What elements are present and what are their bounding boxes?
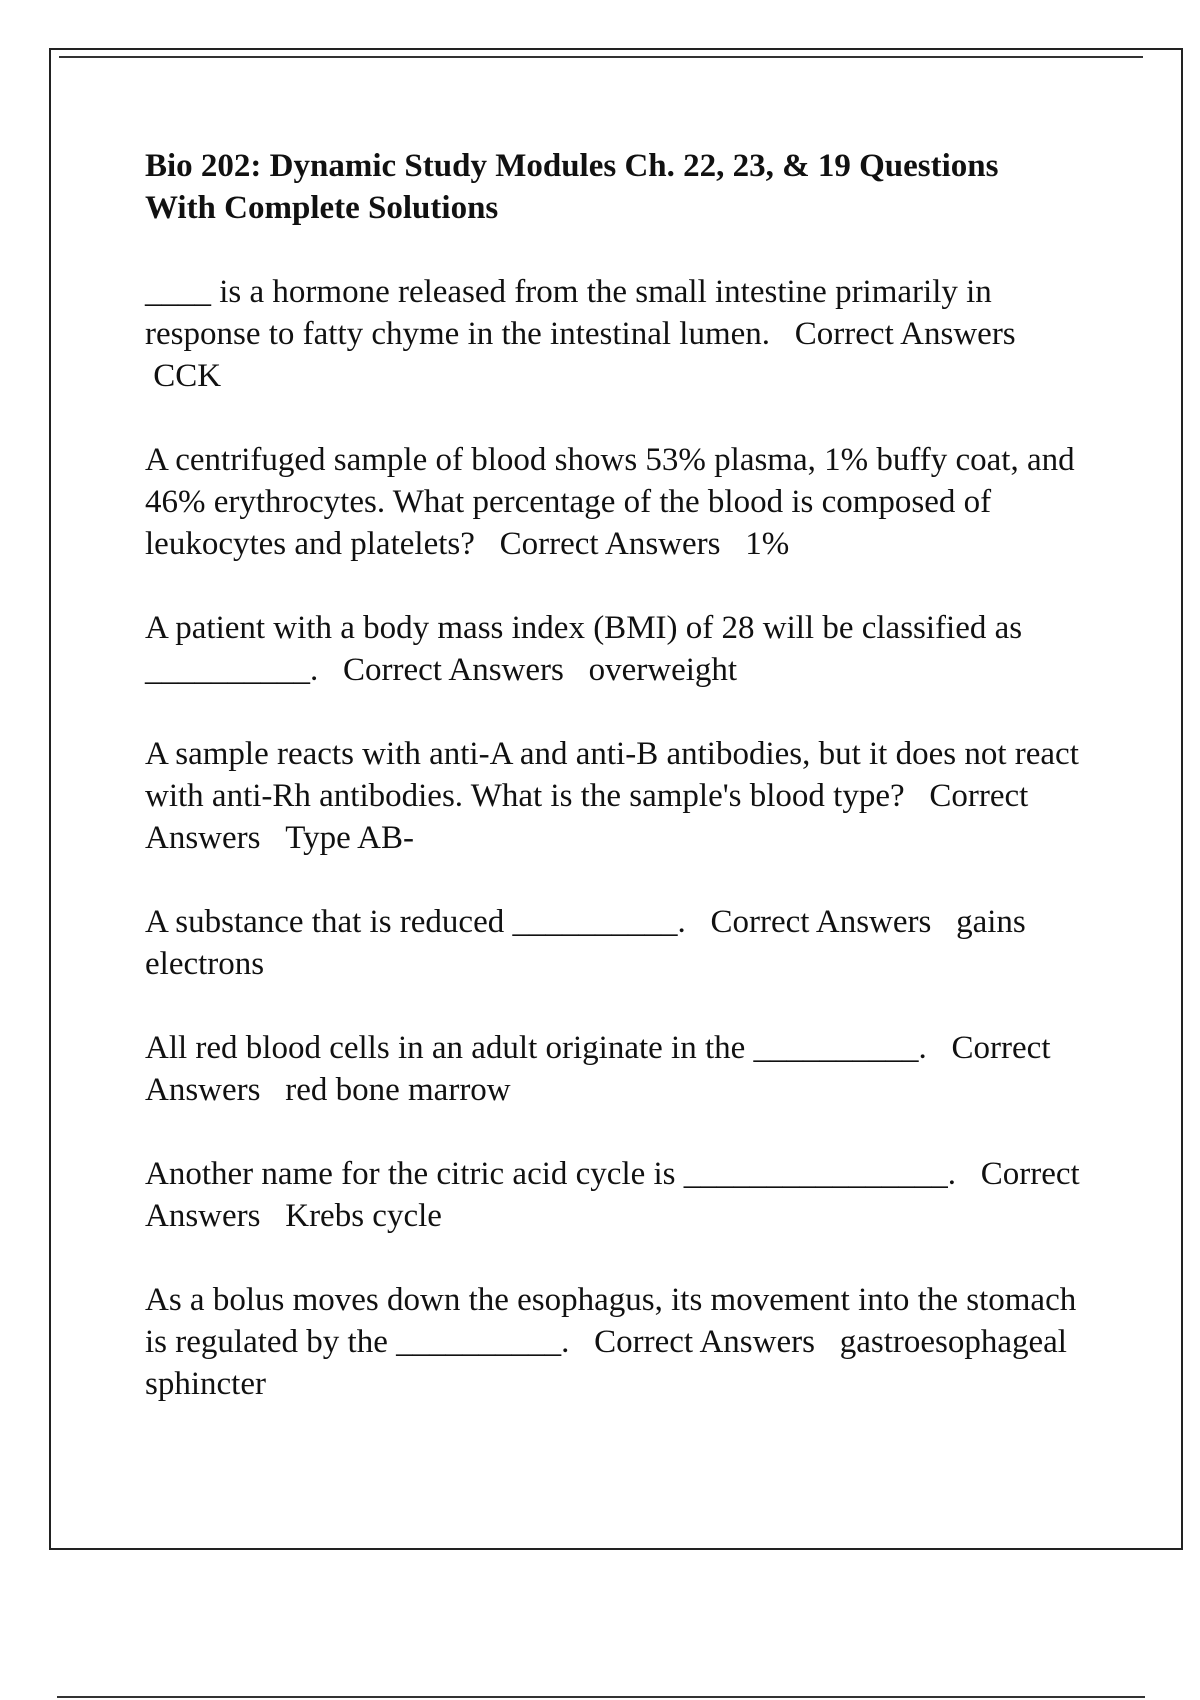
correct-answers-label: Correct Answers	[145, 1156, 1080, 1234]
qa-item-4	[145, 733, 1105, 859]
question-text: All red blood cells in an adult originate in the __________.	[145, 1030, 927, 1066]
qa-item-8	[145, 1279, 1105, 1405]
question-text: As a bolus moves down the esophagus, its movement into the stomach is regulated by the __________.	[145, 1282, 1077, 1360]
question-text: Another name for the citric acid cycle is ________________.	[145, 1156, 957, 1192]
question-text: A substance that is reduced __________.	[145, 904, 686, 940]
header-rule	[59, 56, 1143, 58]
qa-item-7	[145, 1153, 1105, 1237]
document-body	[145, 145, 1105, 1447]
question-text: A centrifuged sample of blood shows 53% plasma, 1% buffy coat, and 46% erythrocytes. What percentage of the blood is composed of leukocytes and platelets?	[145, 442, 1075, 562]
answer-text: CCK	[153, 358, 222, 394]
answer-text: 1%	[745, 526, 790, 562]
answer-text: red bone marrow	[285, 1072, 511, 1108]
qa-item-5	[145, 901, 1105, 985]
question-text: A patient with a body mass index (BMI) of 28 will be classified as __________.	[145, 610, 1023, 688]
correct-answers-label: Correct Answers	[343, 652, 564, 688]
title-line-1: Bio 202: Dynamic Study Modules Ch. 22, 23, & 19 Questions	[145, 148, 999, 184]
correct-answers-label: Correct Answers	[794, 316, 1016, 352]
correct-answers-label: Correct Answers	[145, 1030, 1051, 1108]
answer-text: Krebs cycle	[285, 1198, 442, 1234]
answer-text: gains electrons	[145, 904, 1026, 982]
answer-text: overweight	[588, 652, 738, 688]
qa-item-3	[145, 607, 1105, 691]
document-title	[145, 145, 1105, 229]
question-text: A sample reacts with anti-A and anti-B antibodies, but it does not react with anti-Rh antibodies. What is the sample's blood type?	[145, 736, 1079, 814]
answer-text: gastroesophageal sphincter	[145, 1324, 1067, 1402]
correct-answers-label: Correct Answers	[710, 904, 932, 940]
qa-item-1	[145, 271, 1105, 397]
answer-text: Type AB-	[285, 820, 414, 856]
footer-rule	[57, 1696, 1145, 1698]
title-line-2: With Complete Solutions	[145, 190, 499, 226]
correct-answers-label: Correct Answers	[499, 526, 721, 562]
qa-item-2	[145, 439, 1105, 565]
correct-answers-label: Correct Answers	[594, 1324, 815, 1360]
question-text: ____ is a hormone released from the small intestine primarily in response to fatty chyme in the intestinal lumen.	[145, 274, 992, 352]
qa-item-6	[145, 1027, 1105, 1111]
correct-answers-label: Correct Answers	[145, 778, 1029, 856]
